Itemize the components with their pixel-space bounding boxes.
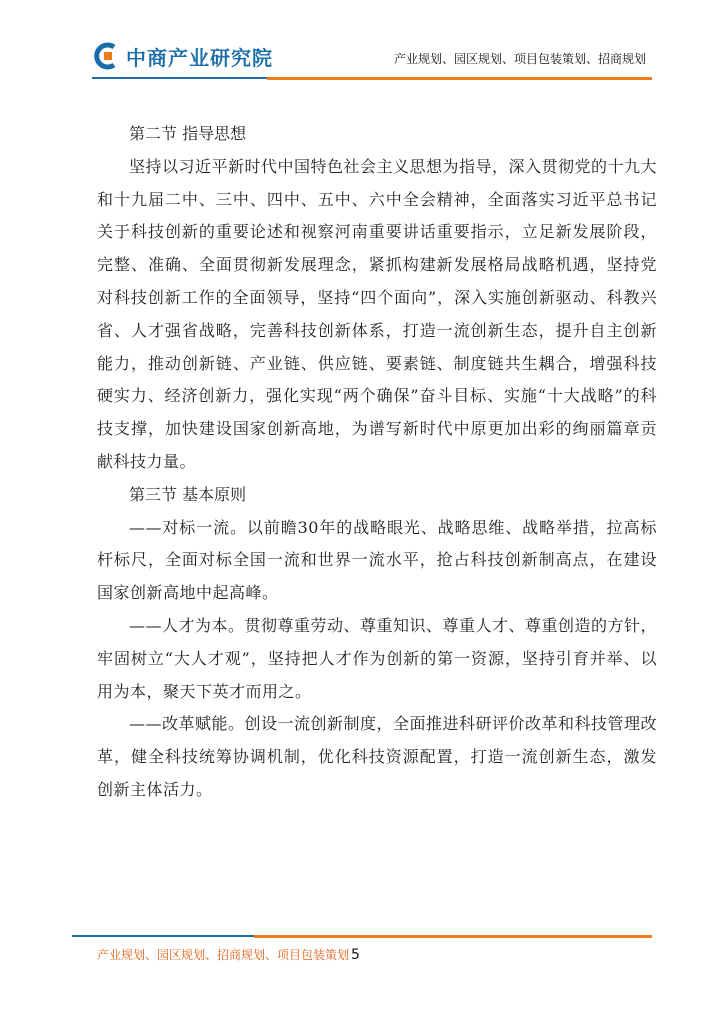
section-heading-3: 第三节 基本原则 bbox=[129, 484, 247, 504]
footer bbox=[97, 946, 360, 963]
header-tagline: 产业规划、园区规划、项目包装策划、招商规划 bbox=[393, 52, 646, 66]
principle-paragraph-2: ——人才为本。贯彻尊重劳动、尊重知识、尊重人才、尊重创造的方针，牢固树立“大人才观”，坚持把人才作为创新的第一资源，坚持引育并举、以用为本，聚天下英才而用之。 bbox=[97, 615, 658, 701]
header-rule-orange bbox=[267, 77, 652, 80]
document-body bbox=[97, 118, 657, 807]
logo-c-icon bbox=[92, 42, 122, 70]
footer-text: 产业规划、园区规划、招商规划、项目包装策划 bbox=[97, 948, 350, 962]
footer-rule-blue bbox=[72, 935, 254, 937]
section-heading-2: 第二节 指导思想 bbox=[129, 124, 247, 143]
page-number: 5 bbox=[351, 947, 360, 963]
principle-paragraph-3: ——改革赋能。创设一流创新制度，全面推进科研评价改革和科技管理改革，健全科技统筹协调机制，优化科技资源配置，打造一流创新生态，激发创新主体活力。 bbox=[97, 714, 658, 799]
principle-paragraph-1: ——对标一流。以前瞻30年的战略眼光、战略思维、战略举措，拉高标杆标尺，全面对标全国一流和世界一流水平，抢占科技创新制高点，在建设国家创新高地中起高峰。 bbox=[97, 517, 657, 603]
footer-rule-orange bbox=[254, 935, 652, 938]
header-rule-blue bbox=[92, 77, 267, 79]
guiding-ideology-paragraph: 坚持以习近平新时代中国特色社会主义思想为指导，深入贯彻党的十九大和十九届二中、三中、四中、五中、六中全会精神，全面落实习近平总书记关于科技创新的重要论述和视察河南重要讲话重要指示，立足新发展阶段，完整、准确、全面贯彻新发展理念，紧抓构建新发展格局战略机遇，坚持党对科技创新工作的全面领导，坚持“四个面向”，深入实施创新驱动、科教兴省、人才强省战略，完善科技创新体系，打造一流创新生态，提升自主创新能力，推动创新链、产业链、供应链、要素链、制度链共生耦合，增强科技硬实力、经济创新力，强化实现“两个确保”奋斗目标、实施“十大战略”的科技支撑，加快建设国家创新高地，为谱写新时代中原更加出彩的绚丽篇章贡献科技力量。 bbox=[97, 156, 658, 471]
company-logo bbox=[92, 42, 273, 70]
logo-text: 中商产业研究院 bbox=[126, 45, 273, 70]
